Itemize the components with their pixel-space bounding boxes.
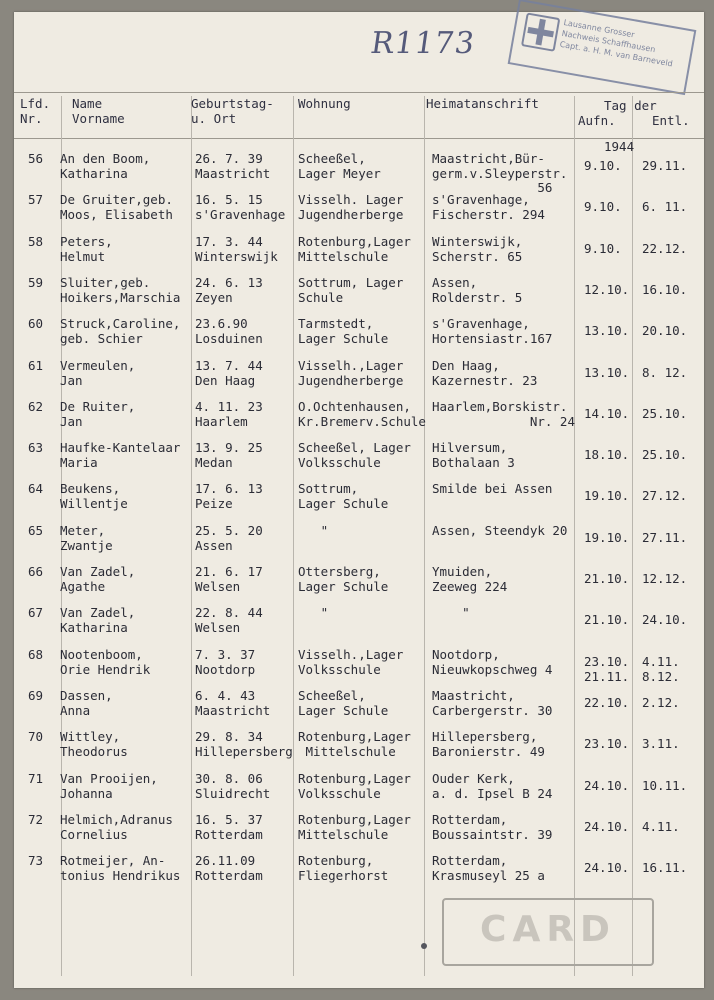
home-address-cell: Rotterdam, Boussaintstr. 39 <box>432 812 553 842</box>
birth-cell: 4. 11. 23 Haarlem <box>195 399 263 429</box>
birth-cell: 21. 6. 17 Welsen <box>195 564 263 594</box>
header-lfd-nr: Lfd. Nr. <box>20 96 51 126</box>
header-name: Name Vorname <box>72 96 125 126</box>
discharge-date-cell: 12.12. <box>642 571 688 586</box>
header-geburt: Geburtstag- u. Ort <box>191 96 274 126</box>
admission-date-cell: 9.10. <box>584 241 622 256</box>
residence-cell: Sottrum, Lager Schule <box>298 275 404 305</box>
column-divider <box>191 96 192 976</box>
birth-cell: 25. 5. 20 Assen <box>195 523 263 553</box>
row-number: 68 <box>28 647 44 662</box>
birth-cell: 7. 3. 37 Nootdorp <box>195 647 256 677</box>
admission-date-cell: 9.10. <box>584 158 622 173</box>
home-address-cell: Nootdorp, Nieuwkopschweg 4 <box>432 647 553 677</box>
home-address-cell: Hilversum, Bothalaan 3 <box>432 440 515 470</box>
discharge-date-cell: 3.11. <box>642 736 680 751</box>
name-cell: Dassen, Anna <box>60 688 113 718</box>
birth-cell: 23.6.90 Losduinen <box>195 316 263 346</box>
row-number: 73 <box>28 853 44 868</box>
discharge-date-cell: 16.10. <box>642 282 688 297</box>
residence-cell: O.Ochtenhausen, Kr.Bremerv.Schule <box>298 399 426 429</box>
document-sheet <box>14 12 704 988</box>
header-top-rule <box>14 92 704 93</box>
name-cell: Helmich,Adranus Cornelius <box>60 812 173 842</box>
birth-cell: 13. 7. 44 Den Haag <box>195 358 263 388</box>
row-number: 65 <box>28 523 44 538</box>
residence-cell: Tarmstedt, Lager Schule <box>298 316 389 346</box>
birth-cell: 6. 4. 43 Maastricht <box>195 688 271 718</box>
name-cell: Van Prooijen, Johanna <box>60 771 158 801</box>
admission-date-cell: 23.10. 21.11. <box>584 654 630 684</box>
birth-cell: 30. 8. 06 Sluidrecht <box>195 771 271 801</box>
home-address-cell: Den Haag, Kazernestr. 23 <box>432 358 538 388</box>
cross-emblem-icon <box>521 12 560 51</box>
admission-date-cell: 21.10. <box>584 571 630 586</box>
residence-cell: Sottrum, Lager Schule <box>298 481 389 511</box>
name-cell: Sluiter,geb. Hoikers,Marschia <box>60 275 181 305</box>
admission-date-cell: 12.10. <box>584 282 630 297</box>
home-address-cell: Rotterdam, Krasmuseyl 25 a <box>432 853 545 883</box>
residence-cell: Rotenburg,Lager Mittelschule <box>298 729 411 759</box>
header-heimat: Heimatanschrift <box>426 96 539 111</box>
discharge-date-cell: 22.12. <box>642 241 688 256</box>
admission-date-cell: 14.10. <box>584 406 630 421</box>
birth-cell: 13. 9. 25 Medan <box>195 440 263 470</box>
admission-date-cell: 21.10. <box>584 612 630 627</box>
residence-cell: Scheeßel, Lager Volksschule <box>298 440 411 470</box>
discharge-date-cell: 4.11. <box>642 819 680 834</box>
birth-cell: 16. 5. 15 s'Gravenhage <box>195 192 286 222</box>
home-address-cell: Assen, Rolderstr. 5 <box>432 275 523 305</box>
discharge-date-cell: 8. 12. <box>642 365 688 380</box>
admission-date-cell: 13.10. <box>584 323 630 338</box>
header-tag-der: Tag der <box>604 98 657 113</box>
name-cell: An den Boom, Katharina <box>60 151 151 181</box>
home-address-cell: s'Gravenhage, Hortensiastr.167 <box>432 316 553 346</box>
birth-cell: 22. 8. 44 Welsen <box>195 605 263 635</box>
discharge-date-cell: 24.10. <box>642 612 688 627</box>
name-cell: Rotmeijer, An- tonius Hendrikus <box>60 853 181 883</box>
name-cell: Haufke-Kantelaar Maria <box>60 440 181 470</box>
home-address-cell: " <box>432 605 470 620</box>
discharge-date-cell: 2.12. <box>642 695 680 710</box>
header-entl: Entl. <box>652 113 690 128</box>
discharge-date-cell: 20.10. <box>642 323 688 338</box>
birth-cell: 26.11.09 Rotterdam <box>195 853 263 883</box>
admission-date-cell: 19.10. <box>584 488 630 503</box>
birth-cell: 24. 6. 13 Zeyen <box>195 275 263 305</box>
discharge-date-cell: 29.11. <box>642 158 688 173</box>
discharge-date-cell: 25.10. <box>642 447 688 462</box>
admission-date-cell: 23.10. <box>584 736 630 751</box>
row-number: 70 <box>28 729 44 744</box>
home-address-cell: Smilde bei Assen <box>432 481 553 496</box>
name-cell: Beukens, Willentje <box>60 481 128 511</box>
discharge-date-cell: 27.12. <box>642 488 688 503</box>
row-number: 58 <box>28 234 44 249</box>
name-cell: Van Zadel, Katharina <box>60 605 136 635</box>
discharge-date-cell: 10.11. <box>642 778 688 793</box>
column-divider <box>574 96 575 976</box>
punch-dot <box>421 943 427 949</box>
admission-date-cell: 24.10. <box>584 778 630 793</box>
residence-cell: " <box>298 523 329 538</box>
admission-date-cell: 24.10. <box>584 819 630 834</box>
discharge-date-cell: 27.11. <box>642 530 688 545</box>
birth-cell: 26. 7. 39 Maastricht <box>195 151 271 181</box>
discharge-date-cell: 25.10. <box>642 406 688 421</box>
admission-date-cell: 13.10. <box>584 365 630 380</box>
column-divider <box>424 96 425 976</box>
birth-cell: 29. 8. 34 Hillepersberg <box>195 729 293 759</box>
header-aufn: Aufn. <box>578 113 616 128</box>
header-bottom-rule <box>14 138 704 139</box>
residence-cell: Scheeßel, Lager Meyer <box>298 151 381 181</box>
row-number: 64 <box>28 481 44 496</box>
admission-date-cell: 18.10. <box>584 447 630 462</box>
residence-cell: Visselh. Lager Jugendherberge <box>298 192 404 222</box>
residence-cell: " <box>298 605 329 620</box>
row-number: 72 <box>28 812 44 827</box>
row-number: 60 <box>28 316 44 331</box>
admission-date-cell: 24.10. <box>584 860 630 875</box>
office-stamp <box>508 0 697 95</box>
card-stamp: CARD <box>442 898 654 966</box>
home-address-cell: s'Gravenhage, Fischerstr. 294 <box>432 192 545 222</box>
row-number: 67 <box>28 605 44 620</box>
stamp-lettering: Lausanne Grosser Nachweis Schaffhausen Capt. a. H. M. van Barneveld <box>559 18 674 69</box>
residence-cell: Rotenburg,Lager Mittelschule <box>298 812 411 842</box>
name-cell: Wittley, Theodorus <box>60 729 128 759</box>
home-address-cell: Ymuiden, Zeeweg 224 <box>432 564 508 594</box>
admission-date-cell: 22.10. <box>584 695 630 710</box>
name-cell: Vermeulen, Jan <box>60 358 136 388</box>
residence-cell: Rotenburg,Lager Volksschule <box>298 771 411 801</box>
residence-cell: Visselh.,Lager Volksschule <box>298 647 404 677</box>
column-divider <box>293 96 294 976</box>
home-address-cell: Maastricht,Bür- germ.v.Sleyperstr. 56 <box>432 151 568 195</box>
residence-cell: Visselh.,Lager Jugendherberge <box>298 358 404 388</box>
row-number: 57 <box>28 192 44 207</box>
residence-cell: Scheeßel, Lager Schule <box>298 688 389 718</box>
residence-cell: Ottersberg, Lager Schule <box>298 564 389 594</box>
discharge-date-cell: 16.11. <box>642 860 688 875</box>
home-address-cell: Maastricht, Carbergerstr. 30 <box>432 688 553 718</box>
admission-date-cell: 9.10. <box>584 199 622 214</box>
home-address-cell: Assen, Steendyk 20 <box>432 523 568 538</box>
row-number: 56 <box>28 151 44 166</box>
row-number: 62 <box>28 399 44 414</box>
home-address-cell: Hillepersberg, Baronierstr. 49 <box>432 729 545 759</box>
name-cell: De Gruiter,geb. Moos, Elisabeth <box>60 192 173 222</box>
residence-cell: Rotenburg,Lager Mittelschule <box>298 234 411 264</box>
discharge-date-cell: 4.11. 8.12. <box>642 654 680 684</box>
name-cell: De Ruiter, Jan <box>60 399 136 429</box>
birth-cell: 17. 3. 44 Winterswijk <box>195 234 278 264</box>
birth-cell: 16. 5. 37 Rotterdam <box>195 812 263 842</box>
year-note: 1944 <box>604 139 635 154</box>
row-number: 59 <box>28 275 44 290</box>
row-number: 63 <box>28 440 44 455</box>
row-number: 61 <box>28 358 44 373</box>
residence-cell: Rotenburg, Fliegerhorst <box>298 853 389 883</box>
home-address-cell: Winterswijk, Scherstr. 65 <box>432 234 523 264</box>
column-divider <box>632 96 633 976</box>
name-cell: Van Zadel, Agathe <box>60 564 136 594</box>
name-cell: Nootenboom, Orie Hendrik <box>60 647 151 677</box>
home-address-cell: Ouder Kerk, a. d. Ipsel B 24 <box>432 771 553 801</box>
birth-cell: 17. 6. 13 Peize <box>195 481 263 511</box>
discharge-date-cell: 6. 11. <box>642 199 688 214</box>
name-cell: Peters, Helmut <box>60 234 113 264</box>
row-number: 71 <box>28 771 44 786</box>
home-address-cell: Haarlem,Borskistr. Nr. 24 <box>432 399 575 429</box>
row-number: 66 <box>28 564 44 579</box>
admission-date-cell: 19.10. <box>584 530 630 545</box>
header-wohnung: Wohnung <box>298 96 351 111</box>
row-number: 69 <box>28 688 44 703</box>
name-cell: Meter, Zwantje <box>60 523 113 553</box>
handwritten-annotation: R1173 <box>368 26 478 61</box>
name-cell: Struck,Caroline, geb. Schier <box>60 316 181 346</box>
